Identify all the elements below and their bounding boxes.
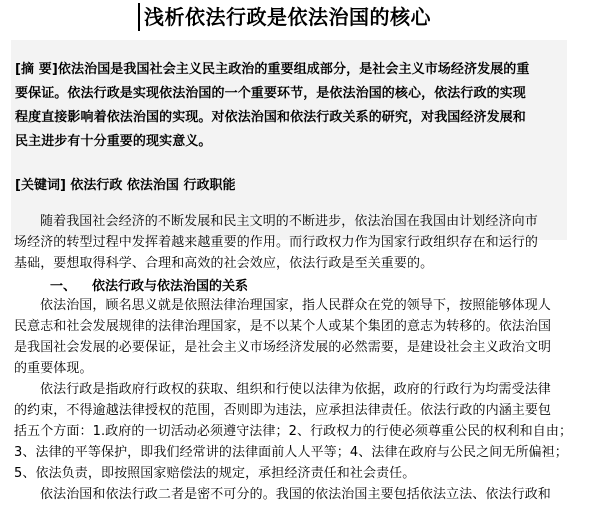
text-cursor (138, 3, 140, 31)
intro-line: 场经济的转型过程中发挥着越来越重要的作用。而行政权力作为国家行政组织存在和运行的 (14, 235, 539, 250)
paragraph-line: 的约束，不得逾越法律授权的范围，否则即为违法，应承担法律责任。依法行政的内涵主要包 (14, 403, 552, 418)
paragraph-line: 依法行政是指政府行政权的获取、组织和行使以法律为依据，政府的行政行为均需受法律 (40, 382, 551, 397)
section-number: 一、 (50, 279, 77, 294)
paragraph-line: 依法治国，顾名思义就是依照法律治理国家，指人民群众在党的领导下，按照能够体现人 (40, 298, 551, 313)
paragraph-line: 是我国社会发展的必要保证，是社会主义市场经济发展的必然需要，是建设社会主义政治文明 (14, 340, 552, 355)
keywords-line: [关键词] 依法行政 依法治国 行政职能 (15, 178, 236, 193)
intro-line: 基础，要想取得科学、合理和高效的社会效应，依法行政是至关重要的。 (14, 256, 434, 271)
paragraph-line: 5、依法负责，即按照国家赔偿法的规定，承担经济责任和社会责任。 (14, 466, 416, 481)
abstract-line: [摘 要]依法治国是我国社会主义民主政治的重要组成部分，是社会主义市场经济发展的重 (15, 62, 530, 77)
abstract-line: 民主进步有十分重要的现实意义。 (15, 134, 212, 149)
document-title: 浅析依法行政是依法治国的核心 (144, 5, 431, 29)
section-title: 依法行政与依法治国的关系 (92, 279, 249, 294)
paragraph-line: 依法治国和依法行政二者是密不可分的。我国的依法治国主要包括依法立法、依法行政和 (40, 487, 551, 502)
paragraph-line: 括五个方面：1.政府的一切活动必须遵守法律；2、行政权力的行使必须尊重公民的权利和自由； (14, 424, 573, 439)
abstract-line: 程度直接影响着依法治国的实现。对依法治国和依法行政关系的研究，对我国经济发展和 (15, 110, 526, 125)
paragraph-line: 的重要体现。 (14, 361, 93, 376)
intro-line: 随着我国社会经济的不断发展和民主文明的不断进步，依法治国在我国由计划经济向市 (40, 214, 538, 229)
paragraph-line: 民意志和社会发展规律的法律治理国家，是不以某个人或某个集团的意志为转移的。依法治国 (14, 319, 552, 334)
paragraph-line: 3、法律的平等保护，即我们经常讲的法律面前人人平等；4、法律在政府与公民之间无所偏袒； (14, 445, 568, 460)
abstract-line: 要保证。依法行政是实现依法治国的一个重要环节，是依法治国的核心，依法行政的实现 (15, 86, 526, 101)
section-heading (50, 279, 248, 295)
